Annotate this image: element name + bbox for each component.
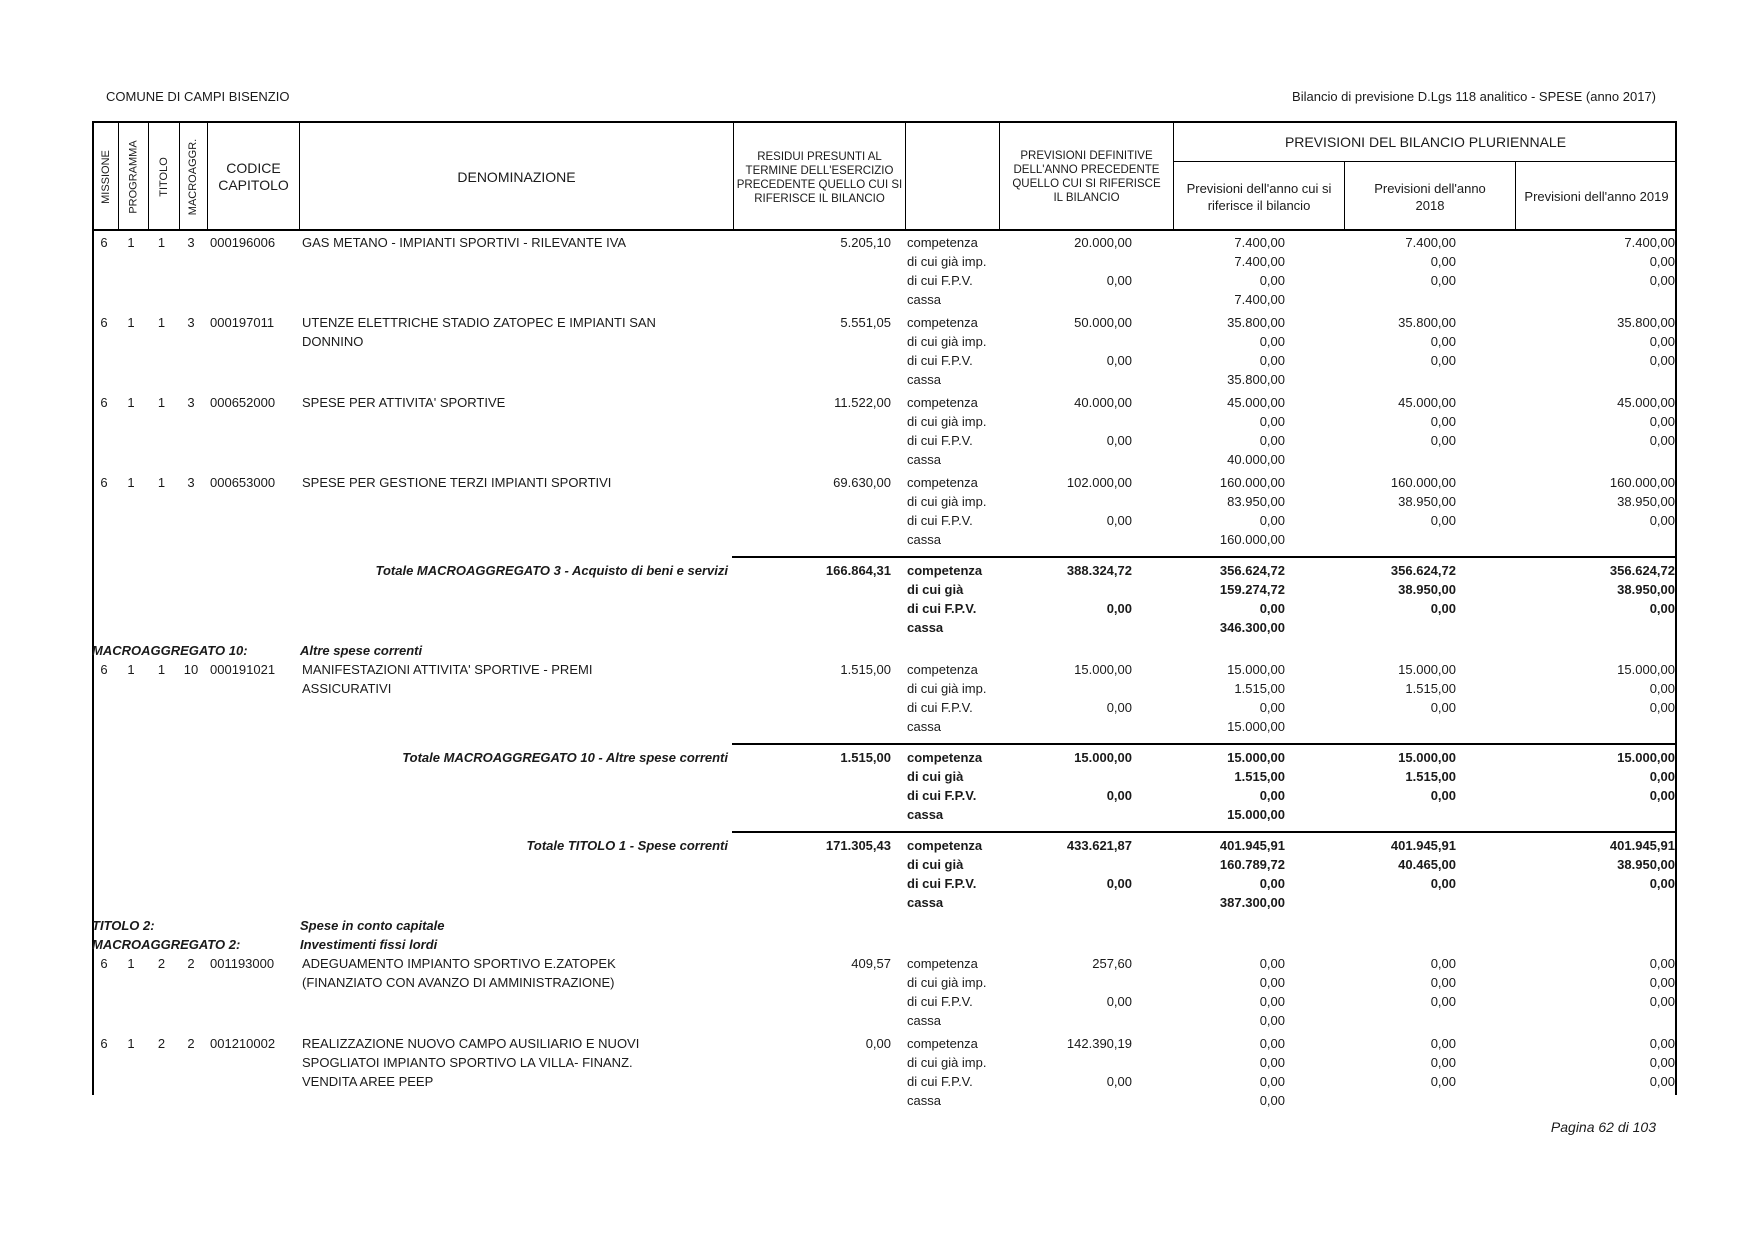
value-type-label: cassa [907,807,944,822]
prev-def-value: 20.000,00 [1074,235,1132,250]
macroaggr-value: 3 [187,235,195,250]
chapter-code: 000653000 [210,475,276,490]
prev-anno-value: 0,00 [1259,273,1285,288]
prev-2019-value: 0,00 [1649,876,1675,891]
prev-anno-value: 0,00 [1259,1093,1285,1108]
denominazione-text: VENDITA AREE PEEP [302,1074,434,1089]
heading-label: MACROAGGREGATO 10: [92,643,248,658]
denominazione-text: UTENZE ELETTRICHE STADIO ZATOPEC E IMPIANTI SAN [302,315,656,330]
prev-anno-value: 0,00 [1259,788,1285,803]
prev-anno-value: 0,00 [1259,414,1285,429]
macroaggr-value: 3 [187,315,195,330]
value-type-label: di cui F.P.V. [907,876,977,891]
prev-2018-value: 0,00 [1430,1055,1456,1070]
heading-label: TITOLO 2: [92,918,155,933]
prev-2019-value: 38.950,00 [1617,494,1675,509]
prev-2019-value: 0,00 [1649,994,1675,1009]
prev-2018-value: 45.000,00 [1398,395,1456,410]
prev-def-value: 40.000,00 [1074,395,1132,410]
prev-anno-value: 7.400,00 [1234,292,1285,307]
prev-2019-value: 35.800,00 [1617,315,1675,330]
prev-anno-value: 0,00 [1259,1036,1285,1051]
residui-value: 1.515,00 [840,750,891,765]
prev-2019-value: 0,00 [1649,1036,1675,1051]
prev-anno-value: 0,00 [1259,433,1285,448]
prev-2018-value: 0,00 [1430,956,1456,971]
prev-anno-value: 45.000,00 [1227,395,1285,410]
prev-anno-value: 7.400,00 [1234,254,1285,269]
denominazione-text: SPESE PER GESTIONE TERZI IMPIANTI SPORTIVI [302,475,612,490]
missione-value: 6 [100,662,108,677]
denominazione-text: ADEGUAMENTO IMPIANTO SPORTIVO E.ZATOPEK [302,956,616,971]
prev-2019-value: 0,00 [1649,956,1675,971]
programma-value: 1 [127,315,135,330]
col-prev-2018: Previsioni dell'anno 2018 [1374,180,1486,213]
chapter-code: 000652000 [210,395,276,410]
value-type-label: cassa [907,532,941,547]
prev-anno-value: 0,00 [1259,956,1285,971]
prev-anno-value: 0,00 [1259,1055,1285,1070]
prev-2019-value: 45.000,00 [1617,395,1675,410]
denominazione-text: ASSICURATIVI [302,681,392,696]
titolo-value: 1 [157,235,166,250]
denominazione-text: SPESE PER ATTIVITA' SPORTIVE [302,395,506,410]
prev-anno-value: 160.000,00 [1219,532,1285,547]
prev-2018-value: 0,00 [1430,353,1456,368]
prev-def-value: 388.324,72 [1066,563,1132,578]
prev-anno-value: 160.789,72 [1219,857,1285,872]
value-type-label: di cui F.P.V. [907,788,977,803]
prev-def-value: 50.000,00 [1074,315,1132,330]
page-number: Pagina 62 di 103 [1550,1119,1656,1135]
prev-2018-value: 1.515,00 [1405,769,1456,784]
prev-anno-value: 356.624,72 [1219,563,1285,578]
total-label: Totale TITOLO 1 - Spese correnti [526,838,728,853]
residui-value: 171.305,43 [825,838,891,853]
prev-2018-value: 0,00 [1430,513,1456,528]
residui-value: 409,57 [851,956,891,971]
prev-def-value: 433.621,87 [1066,838,1132,853]
prev-def-value: 0,00 [1106,273,1132,288]
value-type-label: di cui F.P.V. [907,1074,973,1089]
value-type-label: cassa [907,292,941,307]
chapter-code: 001193000 [210,956,275,971]
prev-anno-value: 1.515,00 [1234,769,1285,784]
heading-description: Altre spese correnti [300,643,423,658]
prev-anno-value: 387.300,00 [1219,895,1285,910]
value-type-label: di cui F.P.V. [907,994,973,1009]
prev-anno-value: 0,00 [1259,601,1285,616]
prev-def-value: 142.390,19 [1066,1036,1132,1051]
table-row [92,954,1677,1034]
programma-value: 1 [127,395,135,410]
col-codice: CODICE CAPITOLO [218,160,289,193]
value-type-label: cassa [907,452,941,467]
table-row [92,313,1677,393]
prev-anno-value: 0,00 [1259,1074,1285,1089]
prev-anno-value: 40.000,00 [1227,452,1285,467]
prev-2019-value: 0,00 [1649,513,1675,528]
heading-description: Spese in conto capitale [300,918,445,933]
chapter-code: 000191021 [210,662,276,677]
value-type-label: cassa [907,1013,941,1028]
prev-2018-value: 160.000,00 [1390,475,1456,490]
prev-2018-value: 40.465,00 [1398,857,1456,872]
prev-2019-value: 0,00 [1649,975,1675,990]
value-type-label: competenza [907,956,978,971]
col-missione: MISSIONE [100,150,113,204]
section-heading [92,916,1677,954]
value-type-label: competenza [907,235,978,250]
prev-2019-value: 0,00 [1649,353,1675,368]
prev-2018-value: 0,00 [1430,994,1456,1009]
prev-2019-value: 0,00 [1649,700,1675,715]
prev-2019-value: 0,00 [1649,433,1675,448]
value-type-label: di cui già [907,857,964,872]
prev-2018-value: 38.950,00 [1398,582,1456,597]
prev-2019-value: 0,00 [1649,601,1675,616]
programma-value: 1 [127,662,135,677]
prev-2019-value: 0,00 [1649,254,1675,269]
programma-value: 1 [127,1036,135,1051]
prev-2018-value: 401.945,91 [1390,838,1456,853]
prev-2018-value: 0,00 [1430,975,1456,990]
value-type-label: di cui già imp. [907,975,987,990]
value-type-label: competenza [907,315,978,330]
entity-name: COMUNE DI CAMPI BISENZIO [106,89,290,104]
total-row [92,828,1677,916]
heading-label: MACROAGGREGATO 2: [92,937,241,952]
prev-def-value: 0,00 [1106,433,1132,448]
total-label: Totale MACROAGGREGATO 3 - Acquisto di beni e servizi [375,563,728,578]
denominazione-text: DONNINO [302,334,364,349]
titolo-value: 1 [157,662,166,677]
missione-value: 6 [100,315,108,330]
total-separator [732,556,1677,558]
prev-2018-value: 0,00 [1430,414,1456,429]
total-row [92,740,1677,828]
value-type-label: competenza [907,563,983,578]
prev-2018-value: 15.000,00 [1398,662,1456,677]
prev-2018-value: 0,00 [1430,273,1456,288]
col-denominazione: DENOMINAZIONE [457,169,576,185]
prev-anno-value: 35.800,00 [1227,372,1285,387]
chapter-code: 001210002 [210,1036,276,1051]
prev-2018-value: 0,00 [1430,1074,1456,1089]
macroaggr-value: 3 [187,395,195,410]
total-separator [732,831,1677,833]
col-programma: PROGRAMMA [127,140,140,214]
prev-def-value: 102.000,00 [1066,475,1132,490]
prev-2018-value: 38.950,00 [1398,494,1456,509]
prev-2018-value: 0,00 [1430,334,1456,349]
value-type-label: di cui F.P.V. [907,433,973,448]
table-header [92,121,1677,231]
value-type-label: di cui già imp. [907,494,987,509]
prev-anno-value: 401.945,91 [1219,838,1285,853]
prev-2018-value: 0,00 [1430,601,1456,616]
value-type-label: di cui F.P.V. [907,700,973,715]
prev-2018-value: 0,00 [1430,876,1456,891]
value-type-label: competenza [907,750,983,765]
residui-value: 11.522,00 [834,395,891,410]
prev-anno-value: 0,00 [1259,334,1285,349]
missione-value: 6 [100,235,108,250]
programma-value: 1 [127,956,135,971]
prev-anno-value: 15.000,00 [1227,662,1285,677]
col-macroaggr: MACROAGGR. [187,138,200,216]
macroaggr-value: 10 [183,662,199,677]
value-type-label: cassa [907,895,944,910]
value-type-label: di cui già imp. [907,254,987,269]
missione-value: 6 [100,956,108,971]
prev-anno-value: 15.000,00 [1227,807,1285,822]
prev-2019-value: 0,00 [1649,788,1675,803]
value-type-label: competenza [907,1036,978,1051]
value-type-label: di cui già [907,769,964,784]
prev-2019-value: 0,00 [1649,414,1675,429]
value-type-label: di cui già imp. [907,1055,987,1070]
chapter-code: 000196006 [210,235,276,250]
value-type-label: competenza [907,475,978,490]
denominazione-text: REALIZZAZIONE NUOVO CAMPO AUSILIARIO E NUOVI [302,1036,640,1051]
table-row [92,1034,1677,1114]
prev-2019-value: 0,00 [1649,1074,1675,1089]
prev-def-value: 0,00 [1106,876,1132,891]
prev-2019-value: 0,00 [1649,334,1675,349]
table-row [92,393,1677,473]
prev-2019-value: 0,00 [1649,681,1675,696]
prev-2018-value: 0,00 [1430,1036,1456,1051]
value-type-label: cassa [907,372,941,387]
residui-value: 5.205,10 [840,235,891,250]
table-row [92,233,1677,313]
residui-value: 5.551,05 [840,315,891,330]
prev-anno-value: 0,00 [1259,513,1285,528]
residui-value: 0,00 [865,1036,891,1051]
prev-2018-value: 0,00 [1430,433,1456,448]
total-separator [732,743,1677,745]
prev-2018-value: 0,00 [1430,788,1456,803]
denominazione-text: SPOGLIATOI IMPIANTO SPORTIVO LA VILLA- FINANZ. [302,1055,633,1070]
prev-2019-value: 38.950,00 [1617,582,1675,597]
prev-2019-value: 401.945,91 [1609,838,1675,853]
macroaggr-value: 2 [187,956,195,971]
value-type-label: cassa [907,719,941,734]
titolo-value: 2 [157,956,166,971]
prev-2019-value: 160.000,00 [1609,475,1675,490]
programma-value: 1 [127,475,135,490]
value-type-label: di cui già imp. [907,414,987,429]
prev-2018-value: 1.515,00 [1405,681,1456,696]
prev-2019-value: 0,00 [1649,769,1675,784]
denominazione-text: MANIFESTAZIONI ATTIVITA' SPORTIVE - PREMI [302,662,593,677]
value-type-label: cassa [907,620,944,635]
value-type-label: competenza [907,395,978,410]
residui-value: 166.864,31 [825,563,891,578]
value-type-label: di cui già imp. [907,681,987,696]
table-row [92,660,1677,740]
prev-2018-value: 7.400,00 [1405,235,1456,250]
prev-2019-value: 15.000,00 [1617,750,1675,765]
value-type-label: di cui F.P.V. [907,601,977,616]
prev-2019-value: 38.950,00 [1617,857,1675,872]
prev-2019-value: 15.000,00 [1617,662,1675,677]
prev-anno-value: 0,00 [1259,1013,1285,1028]
missione-value: 6 [100,1036,108,1051]
prev-def-value: 0,00 [1106,994,1132,1009]
col-prev-anno: Previsioni dell'anno cui si riferisce il bilancio [1186,180,1332,213]
prev-2018-value: 0,00 [1430,700,1456,715]
value-type-label: di cui F.P.V. [907,353,973,368]
prev-def-value: 15.000,00 [1074,662,1132,677]
prev-anno-value: 15.000,00 [1227,719,1285,734]
prev-anno-value: 35.800,00 [1227,315,1285,330]
prev-def-value: 0,00 [1106,700,1132,715]
macroaggr-value: 3 [187,475,195,490]
prev-anno-value: 0,00 [1259,700,1285,715]
heading-description: Investimenti fissi lordi [300,937,438,952]
titolo-value: 1 [157,315,166,330]
prev-anno-value: 0,00 [1259,994,1285,1009]
missione-value: 6 [100,395,108,410]
prev-2019-value: 356.624,72 [1609,563,1675,578]
prev-anno-value: 346.300,00 [1219,620,1285,635]
document-title: Bilancio di previsione D.Lgs 118 analitico - SPESE (anno 2017) [1292,89,1656,104]
value-type-label: di cui già [907,582,964,597]
chapter-code: 000197011 [210,315,275,330]
prev-anno-value: 83.950,00 [1227,494,1285,509]
denominazione-text: GAS METANO - IMPIANTI SPORTIVI - RILEVANTE IVA [302,235,627,250]
missione-value: 6 [100,475,108,490]
programma-value: 1 [127,235,135,250]
value-type-label: di cui F.P.V. [907,273,973,288]
table-body [92,233,1677,1114]
prev-2018-value: 15.000,00 [1398,750,1456,765]
prev-def-value: 257,60 [1092,956,1132,971]
residui-value: 69.630,00 [833,475,891,490]
prev-def-value: 15.000,00 [1074,750,1132,765]
prev-anno-value: 0,00 [1259,975,1285,990]
prev-2019-value: 0,00 [1649,1055,1675,1070]
prev-anno-value: 0,00 [1259,876,1285,891]
value-type-label: competenza [907,662,978,677]
denominazione-text: (FINANZIATO CON AVANZO DI AMMINISTRAZIONE) [302,975,615,990]
titolo-value: 2 [157,1036,166,1051]
value-type-label: competenza [907,838,983,853]
prev-def-value: 0,00 [1106,353,1132,368]
prev-def-value: 0,00 [1106,788,1132,803]
prev-anno-value: 160.000,00 [1219,475,1285,490]
titolo-value: 1 [157,395,166,410]
prev-2018-value: 0,00 [1430,254,1456,269]
titolo-value: 1 [157,475,166,490]
col-residui: RESIDUI PRESUNTI AL TERMINE DELL'ESERCIZIO PRECEDENTE QUELLO CUI SI RIFERISCE IL BILANCIO [736,151,903,205]
value-type-label: di cui già imp. [907,334,987,349]
prev-2018-value: 356.624,72 [1390,563,1456,578]
col-prev-def: PREVISIONI DEFINITIVE DELL'ANNO PRECEDENTE QUELLO CUI SI RIFERISCE IL BILANCIO [1012,150,1161,204]
total-row [92,553,1677,641]
col-titolo: TITOLO [158,157,170,197]
col-prev-2019: Previsioni dell'anno 2019 [1524,188,1669,204]
prev-def-value: 0,00 [1106,1074,1132,1089]
prev-anno-value: 7.400,00 [1234,235,1285,250]
prev-2019-value: 7.400,00 [1624,235,1675,250]
prev-anno-value: 15.000,00 [1227,750,1285,765]
prev-def-value: 0,00 [1106,513,1132,528]
total-label: Totale MACROAGGREGATO 10 - Altre spese correnti [402,750,728,765]
prev-anno-value: 0,00 [1259,353,1285,368]
section-heading [92,641,1677,660]
value-type-label: cassa [907,1093,941,1108]
prev-anno-value: 159.274,72 [1219,582,1285,597]
prev-anno-value: 1.515,00 [1234,681,1285,696]
prev-def-value: 0,00 [1106,601,1132,616]
value-type-label: di cui F.P.V. [907,513,973,528]
macroaggr-value: 2 [187,1036,195,1051]
prev-2019-value: 0,00 [1649,273,1675,288]
residui-value: 1.515,00 [840,662,891,677]
col-pluriennale: PREVISIONI DEL BILANCIO PLURIENNALE [1284,134,1567,150]
prev-2018-value: 35.800,00 [1398,315,1456,330]
table-row [92,473,1677,553]
